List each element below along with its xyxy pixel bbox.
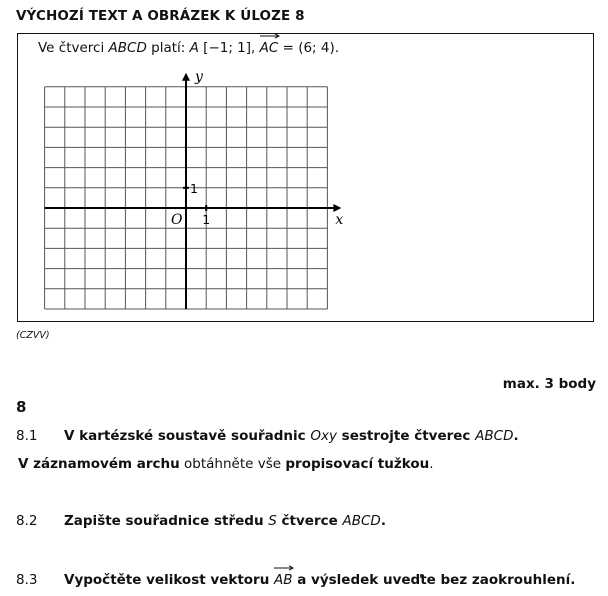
y-unit-label: 1: [190, 180, 198, 196]
source-credit: (CZVV): [16, 330, 50, 341]
y-axis-label: y: [195, 68, 203, 85]
instruction: [18, 456, 434, 472]
section-heading: VÝCHOZÍ TEXT A OBRÁZEK K ÚLOZE 8: [16, 8, 305, 24]
vector-ac-label: AC: [259, 40, 279, 56]
instruction-normal-1: obtáhněte vše: [179, 456, 286, 472]
question-1-part-4: .: [513, 428, 519, 444]
question-2-part-2: čtverce: [276, 513, 343, 529]
origin-label: O: [171, 212, 183, 228]
question-number-1: 8.1: [16, 428, 38, 444]
question-text-1: [64, 428, 519, 444]
intro-prefix: Ve čtverci: [38, 40, 109, 56]
question-text-2: [64, 513, 386, 529]
question-1-part-3: ABCD: [475, 428, 514, 444]
point-a-coords: [−1; 1],: [203, 40, 256, 56]
instruction-normal-2: .: [429, 456, 434, 472]
x-unit-label: 1: [202, 212, 211, 227]
vector-ac-value: = (6; 4).: [278, 40, 340, 56]
question-1-part-1: Oxy: [310, 428, 337, 444]
question-2-part-0: Zapište souřadnice středu: [64, 513, 269, 529]
question-2-part-4: .: [380, 513, 386, 529]
question-text-3: [64, 572, 575, 588]
square-name: ABCD: [108, 40, 147, 56]
question-2-part-3: ABCD: [342, 513, 381, 529]
question-3-part-0: Vypočtěte velikost vektoru: [64, 572, 275, 588]
question-2-part-1: S: [268, 513, 277, 529]
max-points: max. 3 body: [502, 376, 596, 392]
intro-mid: platí:: [146, 40, 190, 56]
y-axis-arrow-icon: [182, 73, 190, 81]
task-number: 8: [16, 398, 27, 416]
question-1-part-2: sestrojte čtverec: [336, 428, 476, 444]
point-a-label: A: [189, 40, 199, 56]
instruction-bold-2: propisovací tužkou: [285, 456, 430, 472]
question-3-part-2: a výsledek uveďte bez zaokrouhlení.: [292, 572, 576, 588]
question-3-part-1: AB: [274, 572, 293, 588]
x-axis-label: x: [335, 212, 344, 228]
question-1-part-0: V kartézské soustavě souřadnic: [64, 428, 311, 444]
question-number-2: 8.2: [16, 513, 38, 529]
instruction-bold-1: V záznamovém archu: [18, 456, 180, 472]
question-number-3: 8.3: [16, 572, 38, 588]
x-axis-arrow-icon: [333, 204, 341, 212]
